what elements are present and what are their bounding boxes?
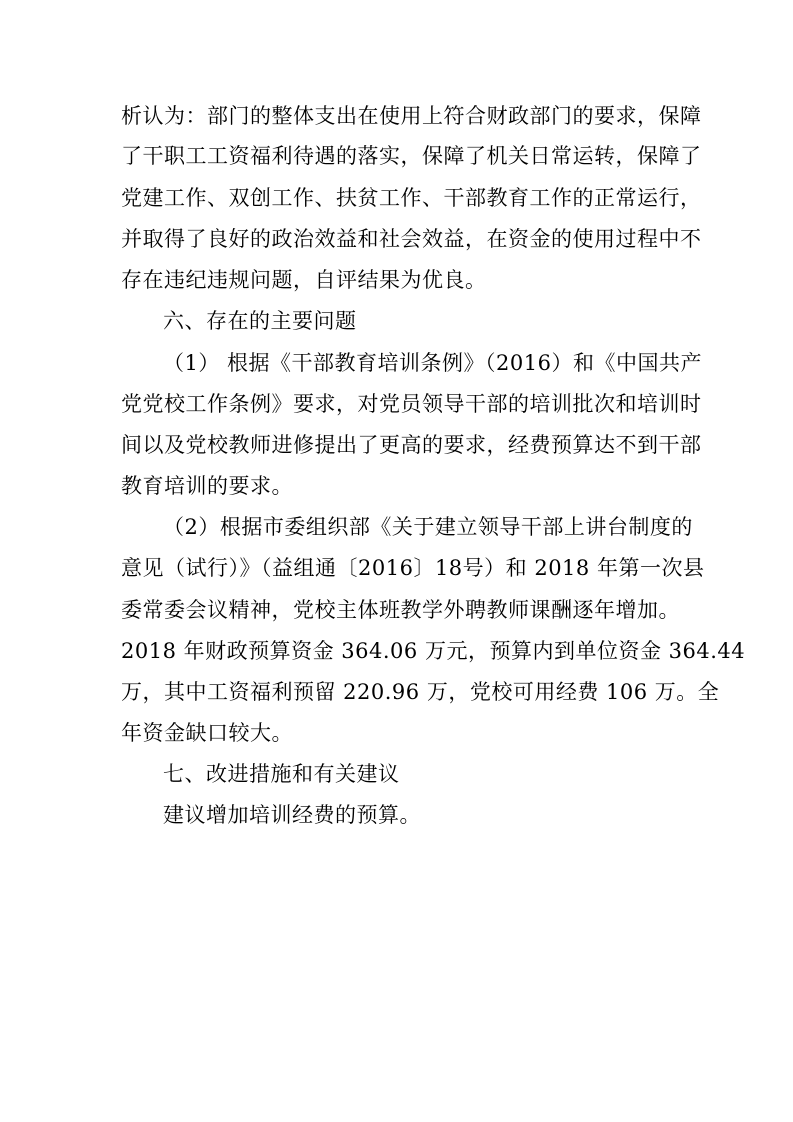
paragraph-line: 间以及党校教师进修提出了更高的要求，经费预算达不到干部 bbox=[121, 433, 702, 457]
paragraph-line: 万，其中工资福利预留 220.96 万，党校可用经费 106 万。全 bbox=[121, 680, 720, 704]
paragraph-line: 析认为：部门的整体支出在使用上符合财政部门的要求，保障 bbox=[121, 104, 702, 128]
paragraph-line: （2）根据市委组织部《关于建立领导干部上讲台制度的 bbox=[163, 515, 693, 539]
paragraph-line: 意见（试行）》（益组通〔2016〕18号）和 2018 年第一次县 bbox=[121, 556, 705, 580]
paragraph-line: 2018 年财政预算资金 364.06 万元，预算内到单位资金 364.44 bbox=[121, 639, 746, 663]
paragraph-line: 党党校工作条例》要求，对党员领导干部的培训批次和培训时 bbox=[121, 392, 702, 416]
paragraph-line: 委常委会议精神，党校主体班教学外聘教师课酬逐年增加。 bbox=[121, 598, 680, 622]
paragraph-line: （1） 根据《干部教育培训条例》（2016）和《中国共产 bbox=[163, 351, 702, 375]
paragraph-line: 存在违纪违规问题，自评结果为优良。 bbox=[121, 268, 487, 292]
paragraph-line: 教育培训的要求。 bbox=[121, 474, 293, 498]
paragraph-line: 建议增加培训经费的预算。 bbox=[163, 803, 421, 827]
paragraph-line: 党建工作、双创工作、扶贫工作、干部教育工作的正常运行， bbox=[121, 186, 702, 210]
section-heading: 七、改进措施和有关建议 bbox=[163, 762, 400, 786]
section-heading: 六、存在的主要问题 bbox=[163, 309, 357, 333]
paragraph-line: 并取得了良好的政治效益和社会效益，在资金的使用过程中不 bbox=[121, 227, 702, 251]
paragraph-line: 了干职工工资福利待遇的落实，保障了机关日常运转，保障了 bbox=[121, 144, 702, 168]
paragraph-line: 年资金缺口较大。 bbox=[121, 721, 293, 745]
